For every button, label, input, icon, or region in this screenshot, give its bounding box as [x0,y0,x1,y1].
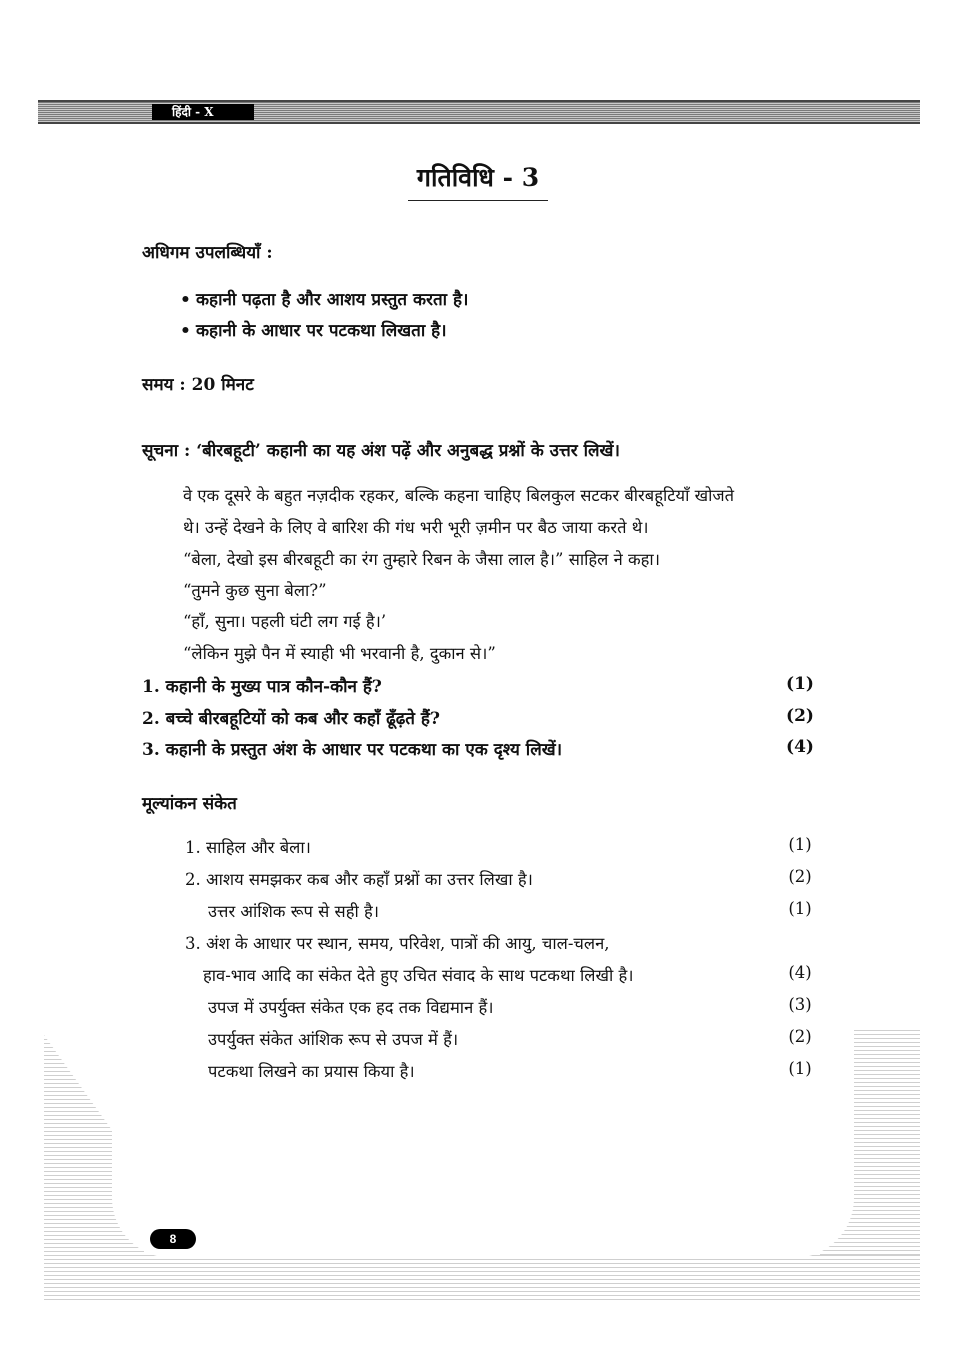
time-label: समय : 20 मिनट [142,375,254,395]
passage-line: “लेकिन मुझे पैन में स्याही भी भरवानी है, दुकान से।” [183,644,496,663]
evaluation-line: 2. आशय समझकर कब और कहाँ प्रश्नों का उत्तर लिखा है। [185,870,533,889]
question-text: 2. बच्चे बीरबहूटियों को कब और कहाँ ढूँढ़ते हैं? [142,709,440,729]
evaluation-line: पटकथा लिखने का प्रयास किया है। [208,1062,415,1081]
evaluation-line: उपज में उपर्युक्त संकेत एक हद तक विद्यमान हैं। [208,998,494,1017]
objectives-heading: अधिगम उपलब्धियाँ : [142,243,273,263]
evaluation-mark: (2) [788,867,812,886]
evaluation-mark: (1) [788,899,812,918]
evaluation-mark: (4) [788,963,812,982]
objective-item: • कहानी पढ़ता है और आशय प्रस्तुत करता है। [180,290,469,310]
evaluation-line: उत्तर आंशिक रूप से सही है। [208,902,379,921]
evaluation-heading: मूल्यांकन संकेत [142,794,237,814]
evaluation-line: हाव-भाव आदि का संकेत देते हुए उचित संवाद के साथ पटकथा लिखी है। [203,966,634,985]
evaluation-line: 1. साहिल और बेला। [185,838,311,857]
question-text: 3. कहानी के प्रस्तुत अंश के आधार पर पटकथा का एक दृश्य लिखें। [142,740,563,760]
passage-line: “हाँ, सुना। पहली घंटी लग गई है।’ [183,612,387,631]
evaluation-mark: (1) [788,1059,812,1078]
evaluation-mark: (3) [788,995,812,1014]
question-text: 1. कहानी के मुख्य पात्र कौन-कौन हैं? [142,677,382,697]
objective-item: • कहानी के आधार पर पटकथा लिखता है। [180,321,447,341]
question-mark: (1) [786,674,814,694]
passage-line: थे। उन्हें देखने के लिए वे बारिश की गंध भरी भूरी ज़मीन पर बैठ जाया करते थे। [183,518,649,537]
passage-line: वे एक दूसरे के बहुत नज़दीक रहकर, बल्कि कहना चाहिए बिलकुल सटकर बीरबहूटियाँ खोजते [183,486,735,505]
evaluation-line: उपर्युक्त संकेत आंशिक रूप से उपज में हैं। [208,1030,459,1049]
question-mark: (2) [786,706,814,726]
page-title: गतिविधि - 3 [408,160,548,201]
header-label: हिंदी - X [152,104,254,120]
question-mark: (4) [786,737,814,757]
passage-line: “बेला, देखो इस बीरबहूटी का रंग तुम्हारे रिबन के जैसा लाल है।” साहिल ने कहा। [183,550,660,569]
evaluation-mark: (1) [788,835,812,854]
passage-line: “तुमने कुछ सुना बेला?” [183,581,327,600]
evaluation-line: 3. अंश के आधार पर स्थान, समय, परिवेश, पात्रों की आयु, चाल-चलन, [185,934,610,953]
decorative-stripes-bottom [44,1255,920,1300]
evaluation-mark: (2) [788,1027,812,1046]
page-number: 8 [150,1229,196,1249]
instruction-text: सूचना : ‘बीरबहूटी’ कहानी का यह अंश पढ़ें और अनुबद्ध प्रश्नों के उत्तर लिखें। [142,441,620,461]
